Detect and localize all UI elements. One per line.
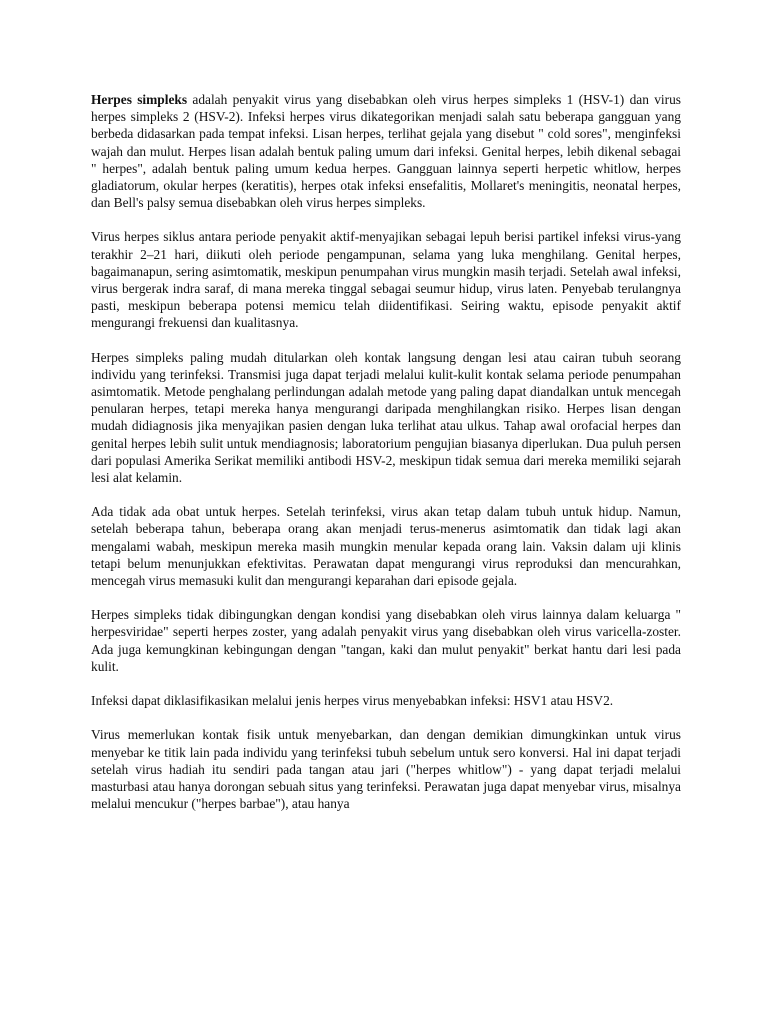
paragraph-text: Virus herpes siklus antara periode penyakit aktif-menyajikan sebagai lepuh berisi partikel infeksi virus-yang terakhir 2–21 hari, diikuti oleh periode pengampunan, selama yang luka menghilang. Genital herpes, bagaimanapun, sering asimtomatik, meskipun penumpahan virus mungkin masih terjadi. Setelah awal infeksi, virus bergerak indra saraf, di mana mereka tinggal sebagai seumur hidup, virus laten. Penyebab terulangnya pasti, meskipun beberapa potensi memicu telah diidentifikasi. Seiring waktu, episode penyakit aktif mengurangi frekuensi dan kualitasnya. xyxy=(91,229,681,331)
paragraph-text: Ada tidak ada obat untuk herpes. Setelah terinfeksi, virus akan tetap dalam tubuh untuk hidup. Namun, setelah beberapa tahun, beberapa orang akan menjadi terus-menerus asimtomatik dan tidak lagi akan mengalami wabah, meskipun mereka masih mungkin menular kepada orang lain. Vaksin dalam uji klinis tetapi belum menunjukkan efektivitas. Perawatan dapat mengurangi virus reproduksi dan mencurahkan, mencegah virus memasuki kulit dan mengurangi keparahan dari episode gejala. xyxy=(91,504,681,589)
paragraph-classification xyxy=(91,692,681,709)
paragraph-text: Herpes simpleks paling mudah ditularkan oleh kontak langsung dengan lesi atau cairan tubuh seorang individu yang terinfeksi. Transmisi juga dapat terjadi melalui kulit-kulit kontak selama periode penumpahan asimtomatik. Metode penghalang perlindungan adalah metode yang paling dapat diandalkan untuk mencegah penularan herpes, tetapi mereka hanya mengurangi daripada menghilangkan risiko. Herpes lisan dengan mudah didiagnosis jika menyajikan pasien dengan luka terlihat atau ulkus. Tahap awal orofacial herpes dan genital herpes lebih sulit untuk mendiagnosis; laboratorium pengujian biasanya diperlukan. Dua puluh persen dari populasi Amerika Serikat memiliki antibodi HSV-2, meskipun tidak semua dari mereka memiliki sejarah lesi alat kelamin. xyxy=(91,349,681,486)
paragraph-text: Herpes simpleks tidak dibingungkan dengan kondisi yang disebabkan oleh virus lainnya dalam keluarga " herpesviridae" seperti herpes zoster, yang adalah penyakit virus yang disebabkan oleh virus varicella-zoster. Ada juga kemungkinan kebingungan dengan "tangan, kaki dan mulut penyakit" berkat hantu dari lesi pada kulit. xyxy=(91,607,681,674)
paragraph-text: Virus memerlukan kontak fisik untuk menyebarkan, dan dengan demikian dimungkinkan untuk virus menyebar ke titik lain pada individu yang terinfeksi tubuh sebelum untuk sero konversi. Hal ini dapat terjadi setelah virus hadiah itu sendiri pada tangan atau jari ("herpes whitlow") - yang dapat terjadi melalui masturbasi atau hanya dorongan sebuah situs yang terinfeksi. Perawatan juga dapat menyebar virus, misalnya melalui mencukur ("herpes barbae"), atau hanya xyxy=(91,727,681,812)
paragraph-intro xyxy=(91,91,681,211)
paragraph-lead-term: Herpes simpleks xyxy=(91,92,188,107)
paragraph-transmission xyxy=(91,349,681,487)
paragraph-text: Infeksi dapat diklasifikasikan melalui jenis herpes virus menyebabkan infeksi: HSV1 atau HSV2. xyxy=(91,693,614,709)
document-page xyxy=(91,91,681,812)
paragraph-cycle xyxy=(91,228,681,331)
paragraph-differential xyxy=(91,606,681,675)
paragraph-text: adalah penyakit virus yang disebabkan oleh virus herpes simpleks 1 (HSV-1) dan virus herpes simpleks 2 (HSV-2). Infeksi herpes virus dikategorikan menjadi salah satu beberapa gangguan yang berbeda didasarkan pada tempat infeksi. Lisan herpes, terlihat gejala yang disebut " cold sores", menginfeksi wajah dan mulut. Herpes lisan adalah bentuk paling umum dari infeksi. Genital herpes, lebih dikenal sebagai " herpes", adalah bentuk paling umum kedua herpes. Gangguan lainnya seperti herpetic whitlow, herpes gladiatorum, okular herpes (keratitis), herpes otak infeksi ensefalitis, Mollaret's meningitis, neonatal herpes, dan Bell's palsy semua disebabkan oleh virus herpes simpleks. xyxy=(91,92,681,211)
paragraph-spread xyxy=(91,726,681,812)
paragraph-treatment xyxy=(91,503,681,589)
